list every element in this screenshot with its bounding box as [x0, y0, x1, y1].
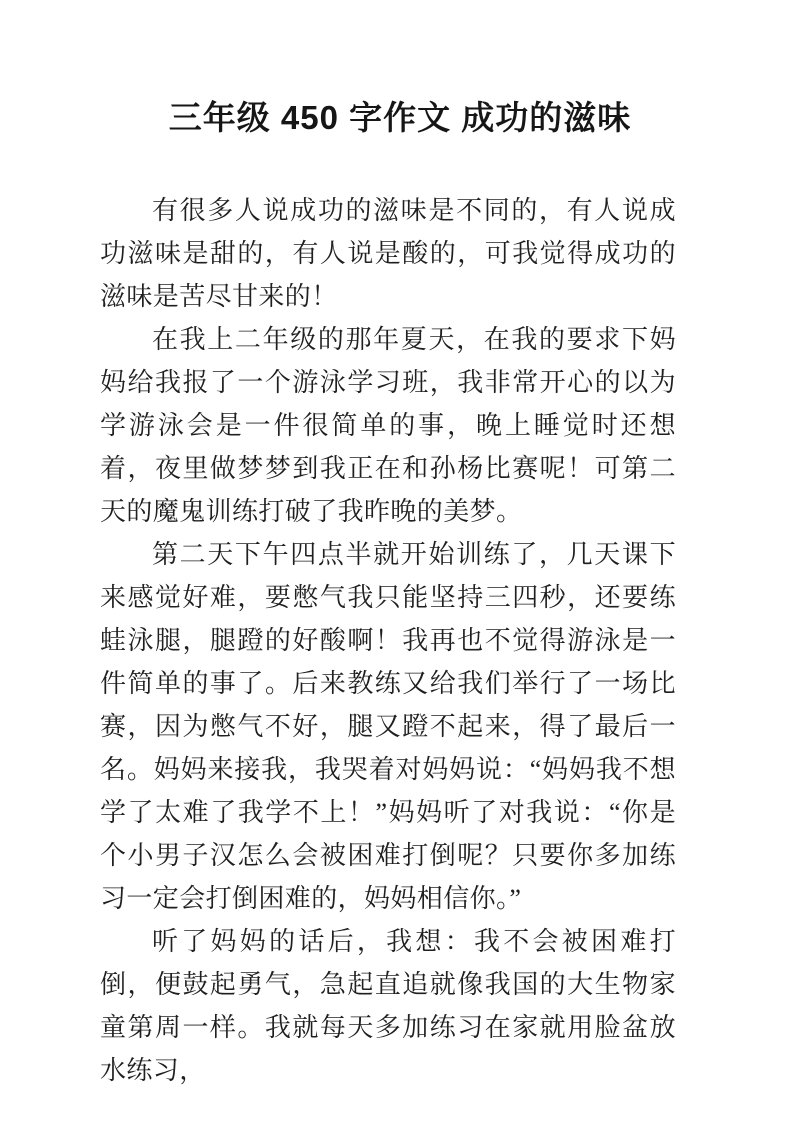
essay-paragraph: 第二天下午四点半就开始训练了，几天课下来感觉好难，要憋气我只能坚持三四秒，还要练蛙泳腿，腿蹬的好酸啊！我再也不觉得游泳是一件简单的事了。后来教练又给我们举行了一场比赛，因为憋气不好，腿又蹬不起来，得了最后一名。妈妈来接我，我哭着对妈妈说：“妈妈我不想学了太难了我学不上！”妈妈听了对我说：“你是个小男子汉怎么会被困难打倒呢？只要你多加练习一定会打倒困难的，妈妈相信你。” [100, 540, 676, 913]
essay-body [100, 189, 676, 1092]
essay-paragraph: 听了妈妈的话后，我想：我不会被困难打倒，便鼓起勇气，急起直追就像我国的大生物家童第周一样。我就每天多加练习在家就用脸盆放水练习， [100, 927, 676, 1085]
essay-title: 三年级 450 字作文 成功的滋味 [168, 99, 632, 136]
essay-paragraph: 有很多人说成功的滋味是不同的，有人说成功滋味是甜的，有人说是酸的，可我觉得成功的滋味是苦尽甘来的！ [100, 196, 676, 311]
essay-paragraph: 在我上二年级的那年夏天，在我的要求下妈妈给我报了一个游泳学习班，我非常开心的以为学游泳会是一件很简单的事，晚上睡觉时还想着，夜里做梦梦到我正在和孙杨比赛呢！可第二天的魔鬼训练打破了我昨晚的美梦。 [100, 325, 676, 526]
